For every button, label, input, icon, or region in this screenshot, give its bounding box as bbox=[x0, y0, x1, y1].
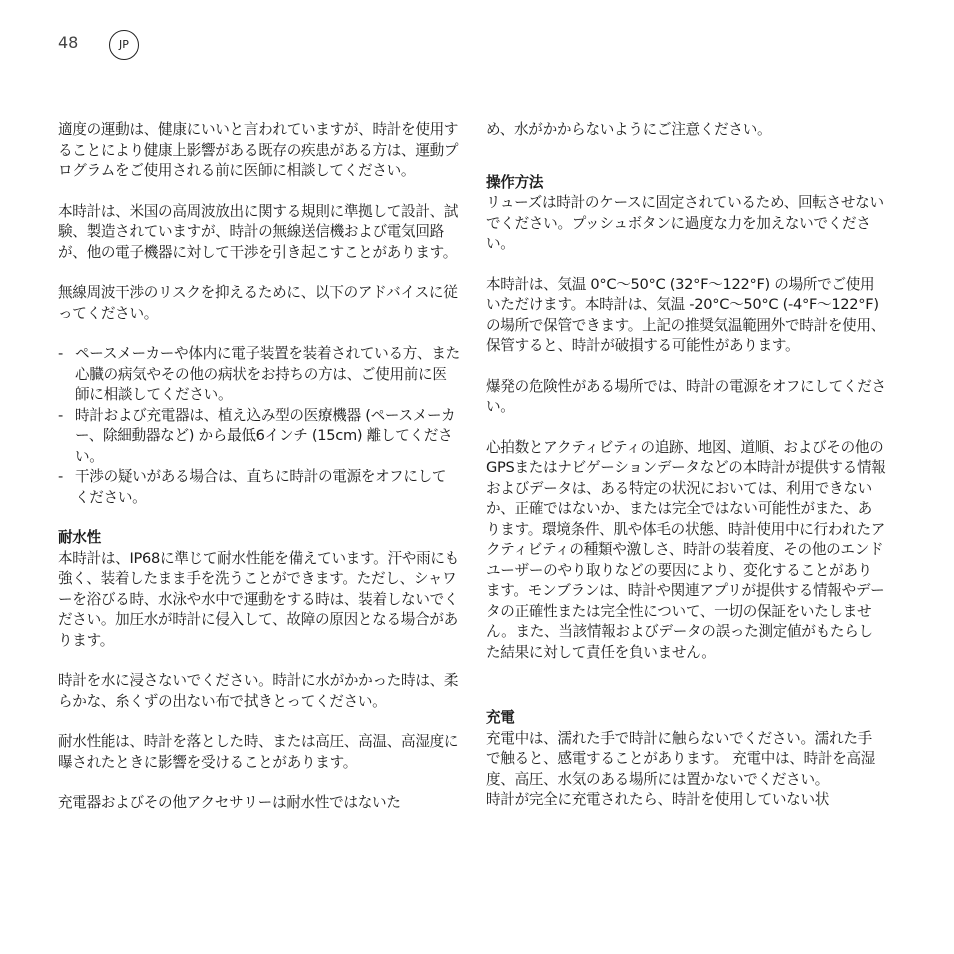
charging-paragraph-1: 充電中は、濡れた手で時計に触らないでください。濡れた手で触ると、感電することがあります。 充電中は、時計を高湿度、高圧、水気のある場所には置かないでください。 bbox=[486, 729, 876, 788]
list-item: - ペースメーカーや体内に電子装置を装着されている方、また心臓の病気やその他の病状をお持ちの方は、ご使用前に医師に相談してください。 bbox=[58, 345, 460, 403]
charging-heading: 充電 bbox=[486, 709, 515, 726]
water-resistance-paragraph-4: 充電器およびその他アクセサリーは耐水性ではないた bbox=[58, 794, 401, 811]
water-resistance-paragraph-1: 本時計は、IP68に準じて耐水性能を備えています。汗や雨にも強く、装着したまま手を洗うことができます。ただし、シャワーを浴びる時、水泳や水中で運動をする時は、装着しないでください。加圧水が時計に侵入して、故障の原因となる場合があります。 bbox=[58, 549, 459, 649]
charging-paragraph-2: 時計が完全に充電されたら、時計を使用していない状 bbox=[486, 791, 830, 808]
water-resistance-paragraph-3: 耐水性能は、時計を落とした時、または高圧、高温、高湿度に曝されたときに影響を受けることがあります。 bbox=[58, 733, 459, 771]
water-resistance-heading: 耐水性 bbox=[58, 529, 101, 546]
intro-paragraph-2: 本時計は、米国の高周波放出に関する規則に準拠して設計、試験、製造されていますが、時計の無線送信機および電気回路が、他の電子機器に対して干渉を引き起こすことがあります。 bbox=[58, 202, 459, 261]
operation-paragraph-4: 心拍数とアクティビティの追跡、地図、道順、およびその他のGPSまたはナビゲーションデータなどの本時計が提供する情報およびデータは、ある特定の状況においては、利用できないか、正確ではないか、または完全ではない可能性がまた、あります。環境条件、肌や体毛の状態、時計使用中に行われたアクティビティの種類や激しさ、時計の装着度、その他のエンドユーザーのやり取りなどの要因により、変化することがあります。モンブランは、時計や関連アプリが提供する情報やデータの正確性または完全性について、一切の保証をいたしません。また、当該情報およびデータの誤った測定値がもたらした結果に対して責任を負いません。 bbox=[486, 438, 886, 661]
operation-paragraph-1: リューズは時計のケースに固定されているため、回転させないでください。プッシュボタンに過度な力を加えないでください。 bbox=[486, 194, 884, 252]
interference-advice-list bbox=[58, 344, 460, 508]
page-number: 48 bbox=[58, 33, 79, 52]
language-badge: JP bbox=[109, 30, 139, 60]
operation-paragraph-3: 爆発の危険性がある場所では、時計の電源をオフにしてください。 bbox=[486, 377, 886, 415]
intro-paragraph-3: 無線周波干渉のリスクを抑えるために、以下のアドバイスに従ってください。 bbox=[58, 284, 458, 322]
left-column bbox=[58, 120, 460, 814]
operation-heading: 操作方法 bbox=[486, 173, 544, 191]
list-item: - 干渉の疑いがある場合は、直ちに時計の電源をオフにしてください。 bbox=[58, 468, 447, 506]
operation-paragraph-2: 本時計は、気温 0°C〜50°C (32°F〜122°F) の場所でご使用いただけます。本時計は、気温 -20°C〜50°C (-4°F〜122°F) の場所で保管できます。上記の推奨気温範囲外で時計を使用、保管すると、時計が破損する可能性があります。 bbox=[486, 275, 886, 354]
water-resistance-paragraph-2: 時計を水に浸さないでください。時計に水がかかった時は、柔らかな、糸くずの出ない布で拭きとってください。 bbox=[58, 672, 459, 710]
right-column bbox=[486, 120, 886, 811]
continuation-paragraph: め、水がかからないようにご注意ください。 bbox=[486, 121, 772, 138]
list-item: - 時計および充電器は、植え込み型の医療機器 (ペースメーカー、除細動器など) から最低6インチ (15cm) 離してください。 bbox=[58, 406, 456, 465]
intro-paragraph-1: 適度の運動は、健康にいいと言われていますが、時計を使用することにより健康上影響がある既存の疾患がある方は、運動プログラムをご使用される前に医師に相談してください。 bbox=[58, 121, 459, 179]
